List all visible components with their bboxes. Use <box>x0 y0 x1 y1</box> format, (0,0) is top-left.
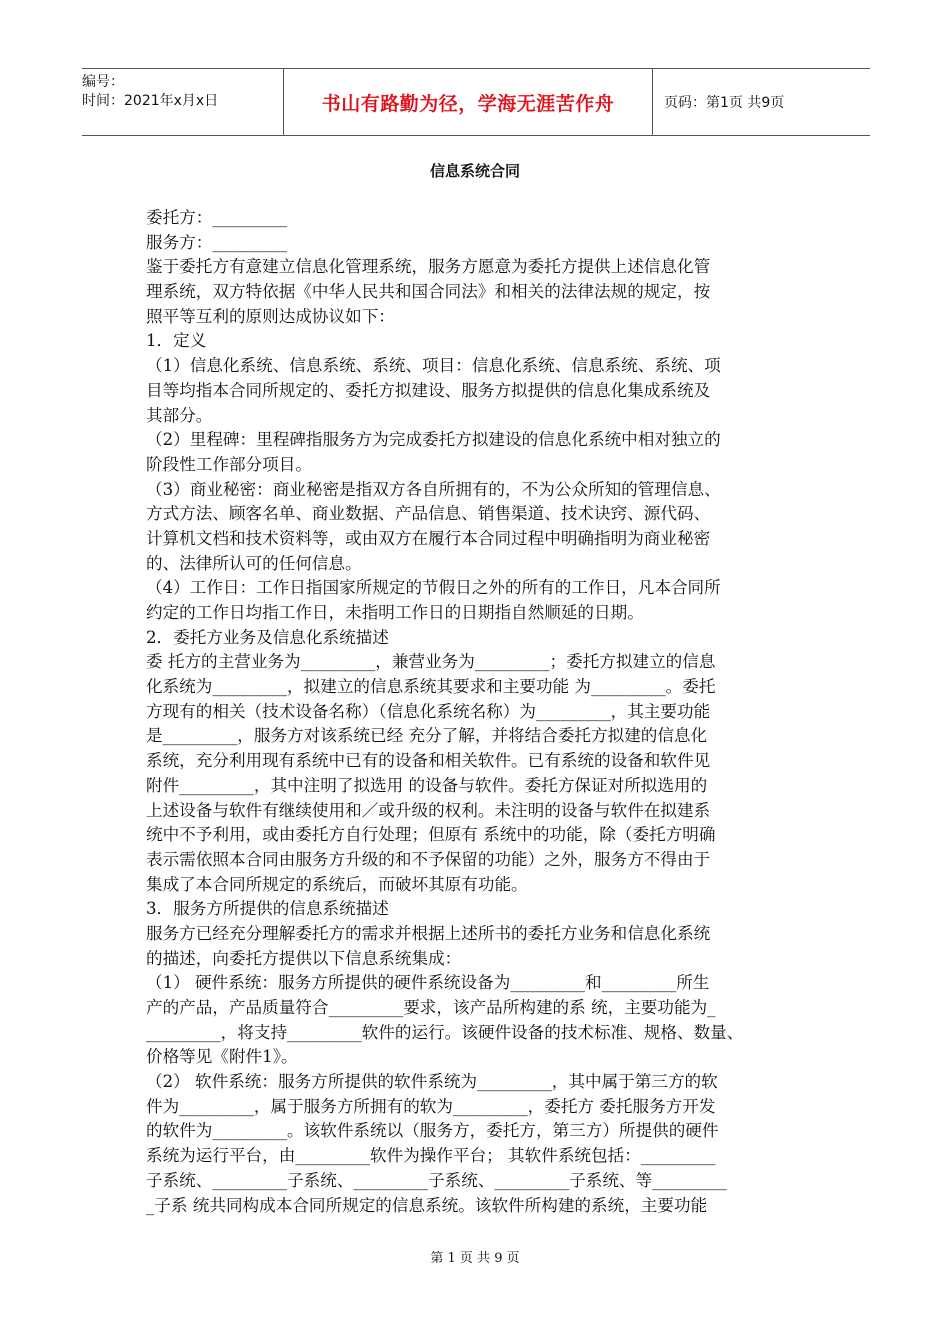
text-line: 系统为运行平台，由_________软件为操作平台； 其软件系统包括：_________ <box>146 1146 716 1166</box>
page-info: 页码：第1页 共9页 <box>664 95 785 111</box>
text-line: 统中不予利用，或由委托方自行处理；但原有 系统中的功能，除（委托方明确 <box>146 825 716 845</box>
header-motto-cell <box>283 69 653 135</box>
document-title: 信息系统合同 <box>429 162 520 180</box>
text-line: 委 托方的主营业务为_________，兼营业务为_________；委托方拟建立的信息 <box>146 652 716 672</box>
text-line: 计算机文档和技术资料等，或由双方在履行本合同过程中明确指明为商业秘密 <box>146 528 711 548</box>
text-line: 集成了本合同所规定的系统后，而破坏其原有功能。 <box>146 874 528 894</box>
text-line: 委托方：_________ <box>146 208 288 227</box>
text-line: 化系统为_________，拟建立的信息系统其要求和主要功能 为_________。委托 <box>146 677 716 697</box>
text-line: 2．委托方业务及信息化系统描述 <box>146 627 389 647</box>
text-line: 服务方已经充分理解委托方的需求并根据上述所书的委托方业务和信息化系统 <box>146 923 711 943</box>
text-line: 3．服务方所提供的信息系统描述 <box>146 899 389 919</box>
number-label: 编号： <box>82 74 124 90</box>
text-line: （4）工作日：工作日指国家所规定的节假日之外的所有的工作日，凡本合同所 <box>146 578 721 598</box>
text-line: 件为_________，属于服务方所拥有的软为_________，委托方 委托服务方开发 <box>146 1096 716 1116</box>
text-line: 方式方法、顾客名单、商业数据、产品信息、销售渠道、技术诀窍、源代码、 <box>146 504 711 524</box>
document-body <box>146 206 818 1218</box>
date-label: 时间：2021年x月x日 <box>82 93 219 109</box>
text-line: 阶段性工作部分项目。 <box>146 454 312 474</box>
header-box <box>82 68 870 136</box>
page-footer: 第 1 页 共 9 页 <box>430 1251 520 1266</box>
text-line: （1）信息化系统、信息系统、系统、项目：信息化系统、信息系统、系统、项 <box>146 356 721 376</box>
text-line: 子系统、_________子系统、_________子系统、_________子系统、等_________ <box>146 1170 727 1190</box>
text-line: 理系统，双方特依据《中华人民共和国合同法》和相关的法律法规的规定，按 <box>146 282 711 302</box>
motto: 书山有路勤为径，学海无涯苦作舟 <box>321 92 615 115</box>
text-line: 的描述，向委托方提供以下信息系统集成： <box>146 948 462 968</box>
text-line: 上述设备与软件有继续使用和／或升级的权利。未注明的设备与软件在拟建系 <box>146 800 711 820</box>
text-line: _________，将支持_________软件的运行。该硬件设备的技术标准、规格、数量、 <box>146 1022 744 1042</box>
text-line: （2） 软件系统：服务方所提供的软件系统为_________，其中属于第三方的软 <box>146 1072 718 1092</box>
text-line: 系统，充分利用现有系统中已有的设备和相关软件。已有系统的设备和软件见 <box>146 751 711 771</box>
header-page-cell <box>652 69 870 135</box>
text-line: 是_________，服务方对该系统已经 充分了解，并将结合委托方拟建的信息化 <box>146 726 708 746</box>
text-line: 价格等见《附件1》。 <box>146 1047 298 1067</box>
text-line: 约定的工作日均指工作日，未指明工作日的日期指自然顺延的日期。 <box>146 603 644 622</box>
text-line: （3）商业秘密：商业秘密是指双方各自所拥有的，不为公众所知的管理信息、 <box>146 479 721 499</box>
text-line: 服务方：_________ <box>146 232 288 252</box>
text-line: 方现有的相关（技术设备名称）（信息化系统名称）为_________，其主要功能 <box>146 701 711 721</box>
text-line: 表示需依照本合同由服务方升级的和不予保留的功能）之外，服务方不得由于 <box>146 849 711 869</box>
text-line: （1） 硬件系统：服务方所提供的硬件系统设备为_________和_________所生 <box>146 973 710 993</box>
text-line: 其部分。 <box>146 405 213 425</box>
text-line: 的、法律所认可的任何信息。 <box>146 553 362 573</box>
text-line: 的软件为_________。该软件系统以（服务方，委托方，第三方）所提供的硬件 <box>146 1121 719 1141</box>
text-line: （2）里程碑：里程碑指服务方为完成委托方拟建设的信息化系统中相对独立的 <box>146 430 721 450</box>
text-line: _子系 统共同构成本合同所规定的信息系统。该软件所构建的系统，主要功能 <box>146 1195 708 1215</box>
text-line: 产的产品，产品质量符合_________要求，该产品所构建的系 统，主要功能为_ <box>146 998 716 1017</box>
text-line: 1．定义 <box>146 331 207 351</box>
header-left-cell <box>82 69 283 135</box>
text-line: 照平等互利的原则达成协议如下： <box>146 306 395 326</box>
text-line: 鉴于委托方有意建立信息化管理系统，服务方愿意为委托方提供上述信息化管 <box>146 257 711 277</box>
text-line: 目等均指本合同所规定的、委托方拟建设、服务方拟提供的信息化集成系统及 <box>146 380 711 400</box>
text-line: 附件_________，其中注明了拟选用 的设备与软件。委托方保证对所拟选用的 <box>146 775 708 795</box>
